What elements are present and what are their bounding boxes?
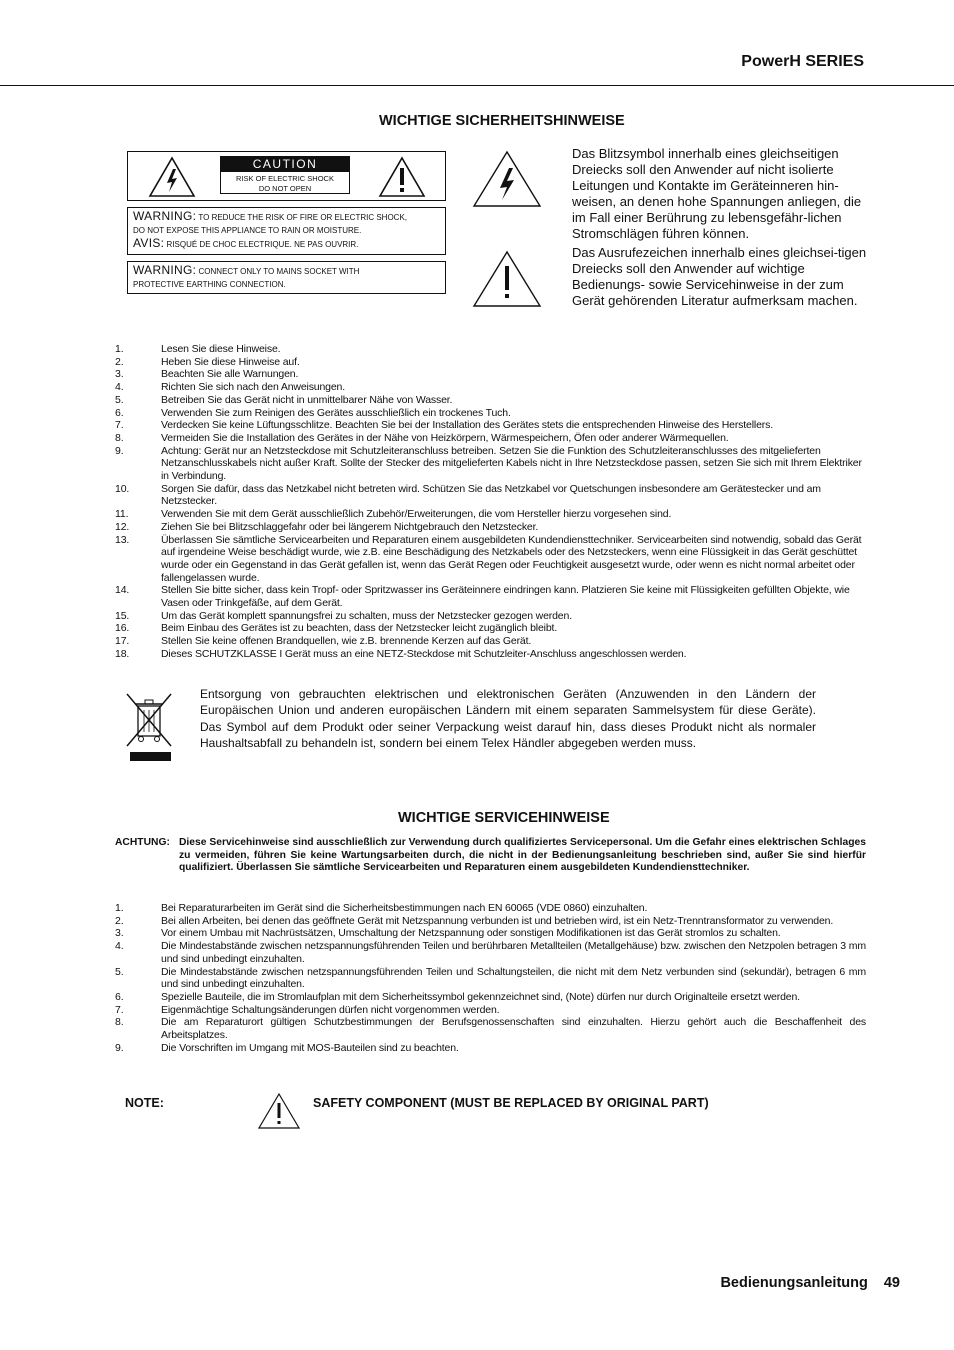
note-label: NOTE: [125, 1096, 164, 1110]
exclamation-description: Das Ausrufezeichen innerhalb eines gleichsei-tigen Dreiecks soll den Anwender auf wichtige Bedienungs- sowie Servicehinweise in der zum Gerät gehörenden Literatur aufmerksam machen. [572, 245, 867, 308]
list-item-text: Überlassen Sie sämtliche Servicearbeiten und Reparaturen einem ausgebildeten Kundendiensttechniker. Servicearbeiten sind notwendig, sobald das Gerät auf irgendeine Weise beschädigt wurde, wie z.B. eine Beschädigung des Netzkabels oder des Netzsteckers, wenn eine Flüssigkeit in das Gerät geschüttet wurde oder ein Gegenstand in das Gerät gefallen ist, wenn das Gerät Regen oder Feuchtigkeit ausgesetzt wurde, oder wenn es nicht normal arbeitet oder fallengelassen wurde. [161, 533, 862, 584]
list-item-number: 1. [115, 902, 124, 914]
service-list-item [115, 915, 866, 928]
safety-list-item [115, 419, 866, 432]
safety-list-item [115, 368, 866, 381]
warning-line-1 [133, 211, 407, 223]
achtung-label: ACHTUNG: [115, 837, 170, 848]
footer-label: Bedienungsanleitung [720, 1275, 868, 1291]
list-item-text: Richten Sie sich nach den Anweisungen. [161, 381, 346, 394]
list-item-number: 17. [115, 635, 130, 648]
lightning-description: Das Blitzsymbol innerhalb eines gleichseitigen Dreiecks soll den Anwender auf nicht isolierte Leitungen und Kontakte im Geräteinneren hin-weisen, an denen hohe Spannungen anliegen, die im Fall einer Berührung zu lebensgefähr-lichen Stromschlägen führen können. [572, 146, 862, 241]
list-item-text: Stellen Sie bitte sicher, dass kein Tropf- oder Spritzwasser ins Geräteinnere eindringen kann. Platzieren Sie keine mit Flüssigkeiten gefüllten Objekte, wie Vasen oder Trinkgefäße, auf dem Gerät. [161, 584, 850, 610]
list-item-number: 12. [115, 520, 130, 533]
list-item-number: 9. [115, 1041, 124, 1054]
service-list-item [115, 902, 866, 915]
list-item-text: Um das Gerät komplett spannungsfrei zu schalten, muss der Netzstecker gezogen werden. [161, 609, 572, 622]
list-item-number: 1. [115, 343, 124, 355]
list-item-text: Betreiben Sie das Gerät nicht in unmittelbarer Nähe von Wasser. [161, 393, 453, 406]
safety-list-item [115, 635, 866, 648]
safety-list-item [115, 356, 866, 369]
list-item-text: Verdecken Sie keine Lüftungsschlitze. Beachten Sie bei der Installation des Gerätes stets die entsprechenden Hinweise des Herstellers. [161, 419, 774, 432]
service-list-item [115, 927, 866, 940]
safety-component-icon [257, 1092, 301, 1130]
warning-text-1: TO REDUCE THE RISK OF FIRE OR ELECTRIC SHOCK, [196, 213, 407, 222]
avis-text: RISQUÉ DE CHOC ELECTRIQUE. NE PAS OUVRIR. [164, 240, 359, 249]
weee-text: Entsorgung von gebrauchten elektrischen und elektronischen Geräten (Anzuwenden in den Ländern der Europäischen Union und anderen europäischen Ländern mit einem separaten Sammelsystem für diese Geräte). Das Symbol auf dem Produkt oder seiner Verpackung weist darauf hin, dass dieses Produkt nicht als normaler Haushaltsabfall zu behandeln ist, sondern bei einem Telex Händler abgegeben werden muss. [200, 687, 816, 750]
list-item-number: 3. [115, 927, 124, 940]
caution-subtext-1: RISK OF ELECTRIC SHOCK [236, 174, 334, 183]
list-item-number: 7. [115, 1003, 124, 1016]
series-title: PowerH SERIES [741, 53, 864, 70]
list-item-text: Eigenmächtige Schaltungsänderungen dürfen nicht vorgenommen werden. [161, 1003, 500, 1016]
safety-list-item [115, 521, 866, 534]
list-item-text: Lesen Sie diese Hinweise. [161, 343, 281, 355]
list-item-text: Sorgen Sie dafür, dass das Netzkabel nicht betreten wird. Schützen Sie das Netzkabel vor Quetschungen insbesondere am Gerätestecker und am Netzstecker. [161, 482, 821, 508]
earthing-text-1: CONNECT ONLY TO MAINS SOCKET WITH [196, 267, 360, 276]
list-item-number: 6. [115, 406, 124, 419]
caution-heading: CAUTION [221, 157, 349, 172]
list-item-text: Beachten Sie alle Warnungen. [161, 368, 299, 381]
list-item-number: 9. [115, 444, 124, 457]
list-item-text: Bei Reparaturarbeiten im Gerät sind die Sicherheitsbestimmungen nach EN 60065 (VDE 0860) einzuhalten. [161, 902, 648, 914]
list-item-text: Vermeiden Sie die Installation des Gerätes in der Nähe von Heizkörpern, Wärmespeichern, Öfen oder anderer Wärmequellen. [161, 431, 729, 444]
earthing-line-1 [133, 265, 359, 277]
list-item-number: 2. [115, 914, 124, 927]
exclamation-triangle-icon [378, 156, 426, 198]
list-item-number: 7. [115, 419, 124, 432]
list-item-text: Ziehen Sie bei Blitzschlaggefahr oder bei längerem Nichtgebrauch den Netzstecker. [161, 520, 539, 533]
service-list-item [115, 966, 866, 991]
list-item-number: 4. [115, 381, 124, 394]
service-instructions-list [115, 902, 866, 1054]
list-item-text: Die Vorschriften im Umgang mit MOS-Bauteilen sind zu beachten. [161, 1041, 459, 1054]
caution-panel [220, 156, 350, 194]
warning-line-2: DO NOT EXPOSE THIS APPLIANCE TO RAIN OR MOISTURE. [133, 226, 362, 235]
list-item-number: 11. [115, 508, 129, 521]
exclamation-symbol-icon [472, 250, 542, 308]
list-item-number: 2. [115, 355, 124, 368]
list-item-number: 6. [115, 990, 124, 1003]
service-list-item [115, 991, 866, 1004]
safety-list-item [115, 610, 866, 623]
safety-instructions-list [115, 343, 866, 661]
list-item-number: 16. [115, 622, 130, 635]
list-item-number: 10. [115, 482, 130, 495]
avis-word: AVIS: [133, 236, 165, 250]
avis-line [133, 238, 358, 250]
safety-list-item [115, 483, 866, 508]
safety-list-item [115, 432, 866, 445]
list-item-text: Achtung: Gerät nur an Netzsteckdose mit Schutzleiteranschluss betreiben. Setzen Sie die Funktion des Schutzleiteranschlusses des mitgelieferten Netzanschlusskabels nicht außer Kraft. Sollte der Stecker des mitgelieferten Kabels nicht in Ihre Netzsteckdose passen, setzen Sie sich mit Ihrem Elektriker in Verbindung. [161, 444, 862, 483]
list-item-text: Die Mindestabstände zwischen netzspannungsführenden Teilen und Schaltungsteilen, die nicht mit dem Netz verbunden sind (sekundär), betragen 6 mm und sind unbedingt einzuhalten. [161, 965, 866, 991]
lightning-symbol-icon [472, 150, 542, 208]
safety-list-item [115, 648, 866, 661]
list-item-number: 18. [115, 647, 130, 660]
safety-list-item [115, 381, 866, 394]
earthing-line-2: PROTECTIVE EARTHING CONNECTION. [133, 280, 286, 289]
earthing-warning-word: WARNING: [133, 263, 197, 277]
list-item-number: 5. [115, 393, 124, 406]
page-number: 49 [883, 1275, 900, 1291]
list-item-text: Die am Reparaturort gültigen Schutzbestimmungen der Berufsgenossenschaften sind einzuhalten. Hierzu gehört auch die Beschaffenheit des Arbeitsplatzes. [161, 1016, 866, 1042]
caution-subtext-2: DO NOT OPEN [258, 183, 312, 193]
achtung-text: Diese Servicehinweise sind ausschließlich zur Verwendung durch qualifiziertes Servicepersonal. Um die Gefahr eines elektrischen Schlages zu vermeiden, führen Sie keine Wartungsarbeiten durch, die nicht in der Bedienungsanleitung beschrieben sind, außer Sie sind hierfür qualifiziert. Überlassen Sie sämtliche Servicearbeiten und Reparaturen einem ausgebildeten Kundendiensttechniker. [179, 837, 866, 874]
list-item-text: Stellen Sie keine offenen Brandquellen, wie z.B. brennende Kerzen auf das Gerät. [161, 635, 532, 648]
list-item-number: 13. [115, 533, 130, 546]
list-item-number: 3. [115, 368, 124, 381]
safety-list-item [115, 343, 866, 356]
service-list-item [115, 1042, 866, 1055]
lightning-triangle-icon [148, 156, 196, 198]
safety-list-item [115, 534, 866, 585]
list-item-number: 15. [115, 609, 130, 622]
note-text: SAFETY COMPONENT (MUST BE REPLACED BY ORIGINAL PART) [313, 1096, 709, 1110]
header-rule [0, 85, 954, 86]
safety-list-item [115, 508, 866, 521]
list-item-text: Verwenden Sie mit dem Gerät ausschließlich Zubehör/Erweiterungen, die vom Hersteller hierzu vorgesehen sind. [161, 508, 672, 521]
safety-list-item [115, 445, 866, 483]
safety-list-item [115, 622, 866, 635]
safety-list-item [115, 394, 866, 407]
list-item-text: Verwenden Sie zum Reinigen des Gerätes ausschließlich ein trockenes Tuch. [161, 406, 511, 419]
service-list-item [115, 940, 866, 965]
list-item-text: Heben Sie diese Hinweise auf. [161, 355, 300, 368]
footer [720, 1275, 900, 1291]
warning-box-earthing [127, 261, 446, 294]
safety-list-item [115, 584, 866, 609]
list-item-number: 4. [115, 940, 124, 953]
safety-title: WICHTIGE SICHERHEITSHINWEISE [379, 113, 625, 129]
list-item-number: 14. [115, 584, 130, 597]
warning-box-rain [127, 207, 446, 255]
list-item-text: Vor einem Umbau mit Nachrüstsätzen, Umschaltung der Netzspannung oder sonstigen Modifikationen ist das Gerät stromlos zu schalten. [161, 927, 781, 940]
list-item-number: 8. [115, 431, 124, 444]
achtung-paragraph [115, 837, 866, 875]
caution-label [127, 151, 446, 201]
list-item-text: Dieses SCHUTZKLASSE I Gerät muss an eine NETZ-Steckdose mit Schutzleiter-Anschluss angeschlossen werden. [161, 647, 687, 660]
list-item-number: 8. [115, 1016, 124, 1029]
warning-word: WARNING: [133, 209, 197, 223]
service-title: WICHTIGE SERVICEHINWEISE [398, 810, 610, 826]
safety-list-item [115, 407, 866, 420]
service-list-item [115, 1004, 866, 1017]
list-item-text: Spezielle Bauteile, die im Stromlaufplan mit dem Sicherheitssymbol gekennzeichnet sind, (Note) dürfen nur durch Originalteile ersetzt werden. [161, 990, 800, 1003]
crossed-bin-icon [125, 690, 175, 762]
service-list-item [115, 1016, 866, 1041]
list-item-text: Bei allen Arbeiten, bei denen das geöffnete Gerät mit Netzspannung verbunden ist und betrieben wird, ist ein Netz-Trenntransformator zu verwenden. [161, 914, 834, 927]
list-item-text: Beim Einbau des Gerätes ist zu beachten, dass der Netzstecker leicht zugänglich bleibt. [161, 622, 558, 635]
list-item-number: 5. [115, 965, 124, 978]
list-item-text: Die Mindestabstände zwischen netzspannungsführenden Teilen und berührbaren Metallteilen (Metallgehäuse) bzw. zwischen den Netzpolen betragen 3 mm und sind unbedingt einzuhalten. [161, 940, 866, 965]
